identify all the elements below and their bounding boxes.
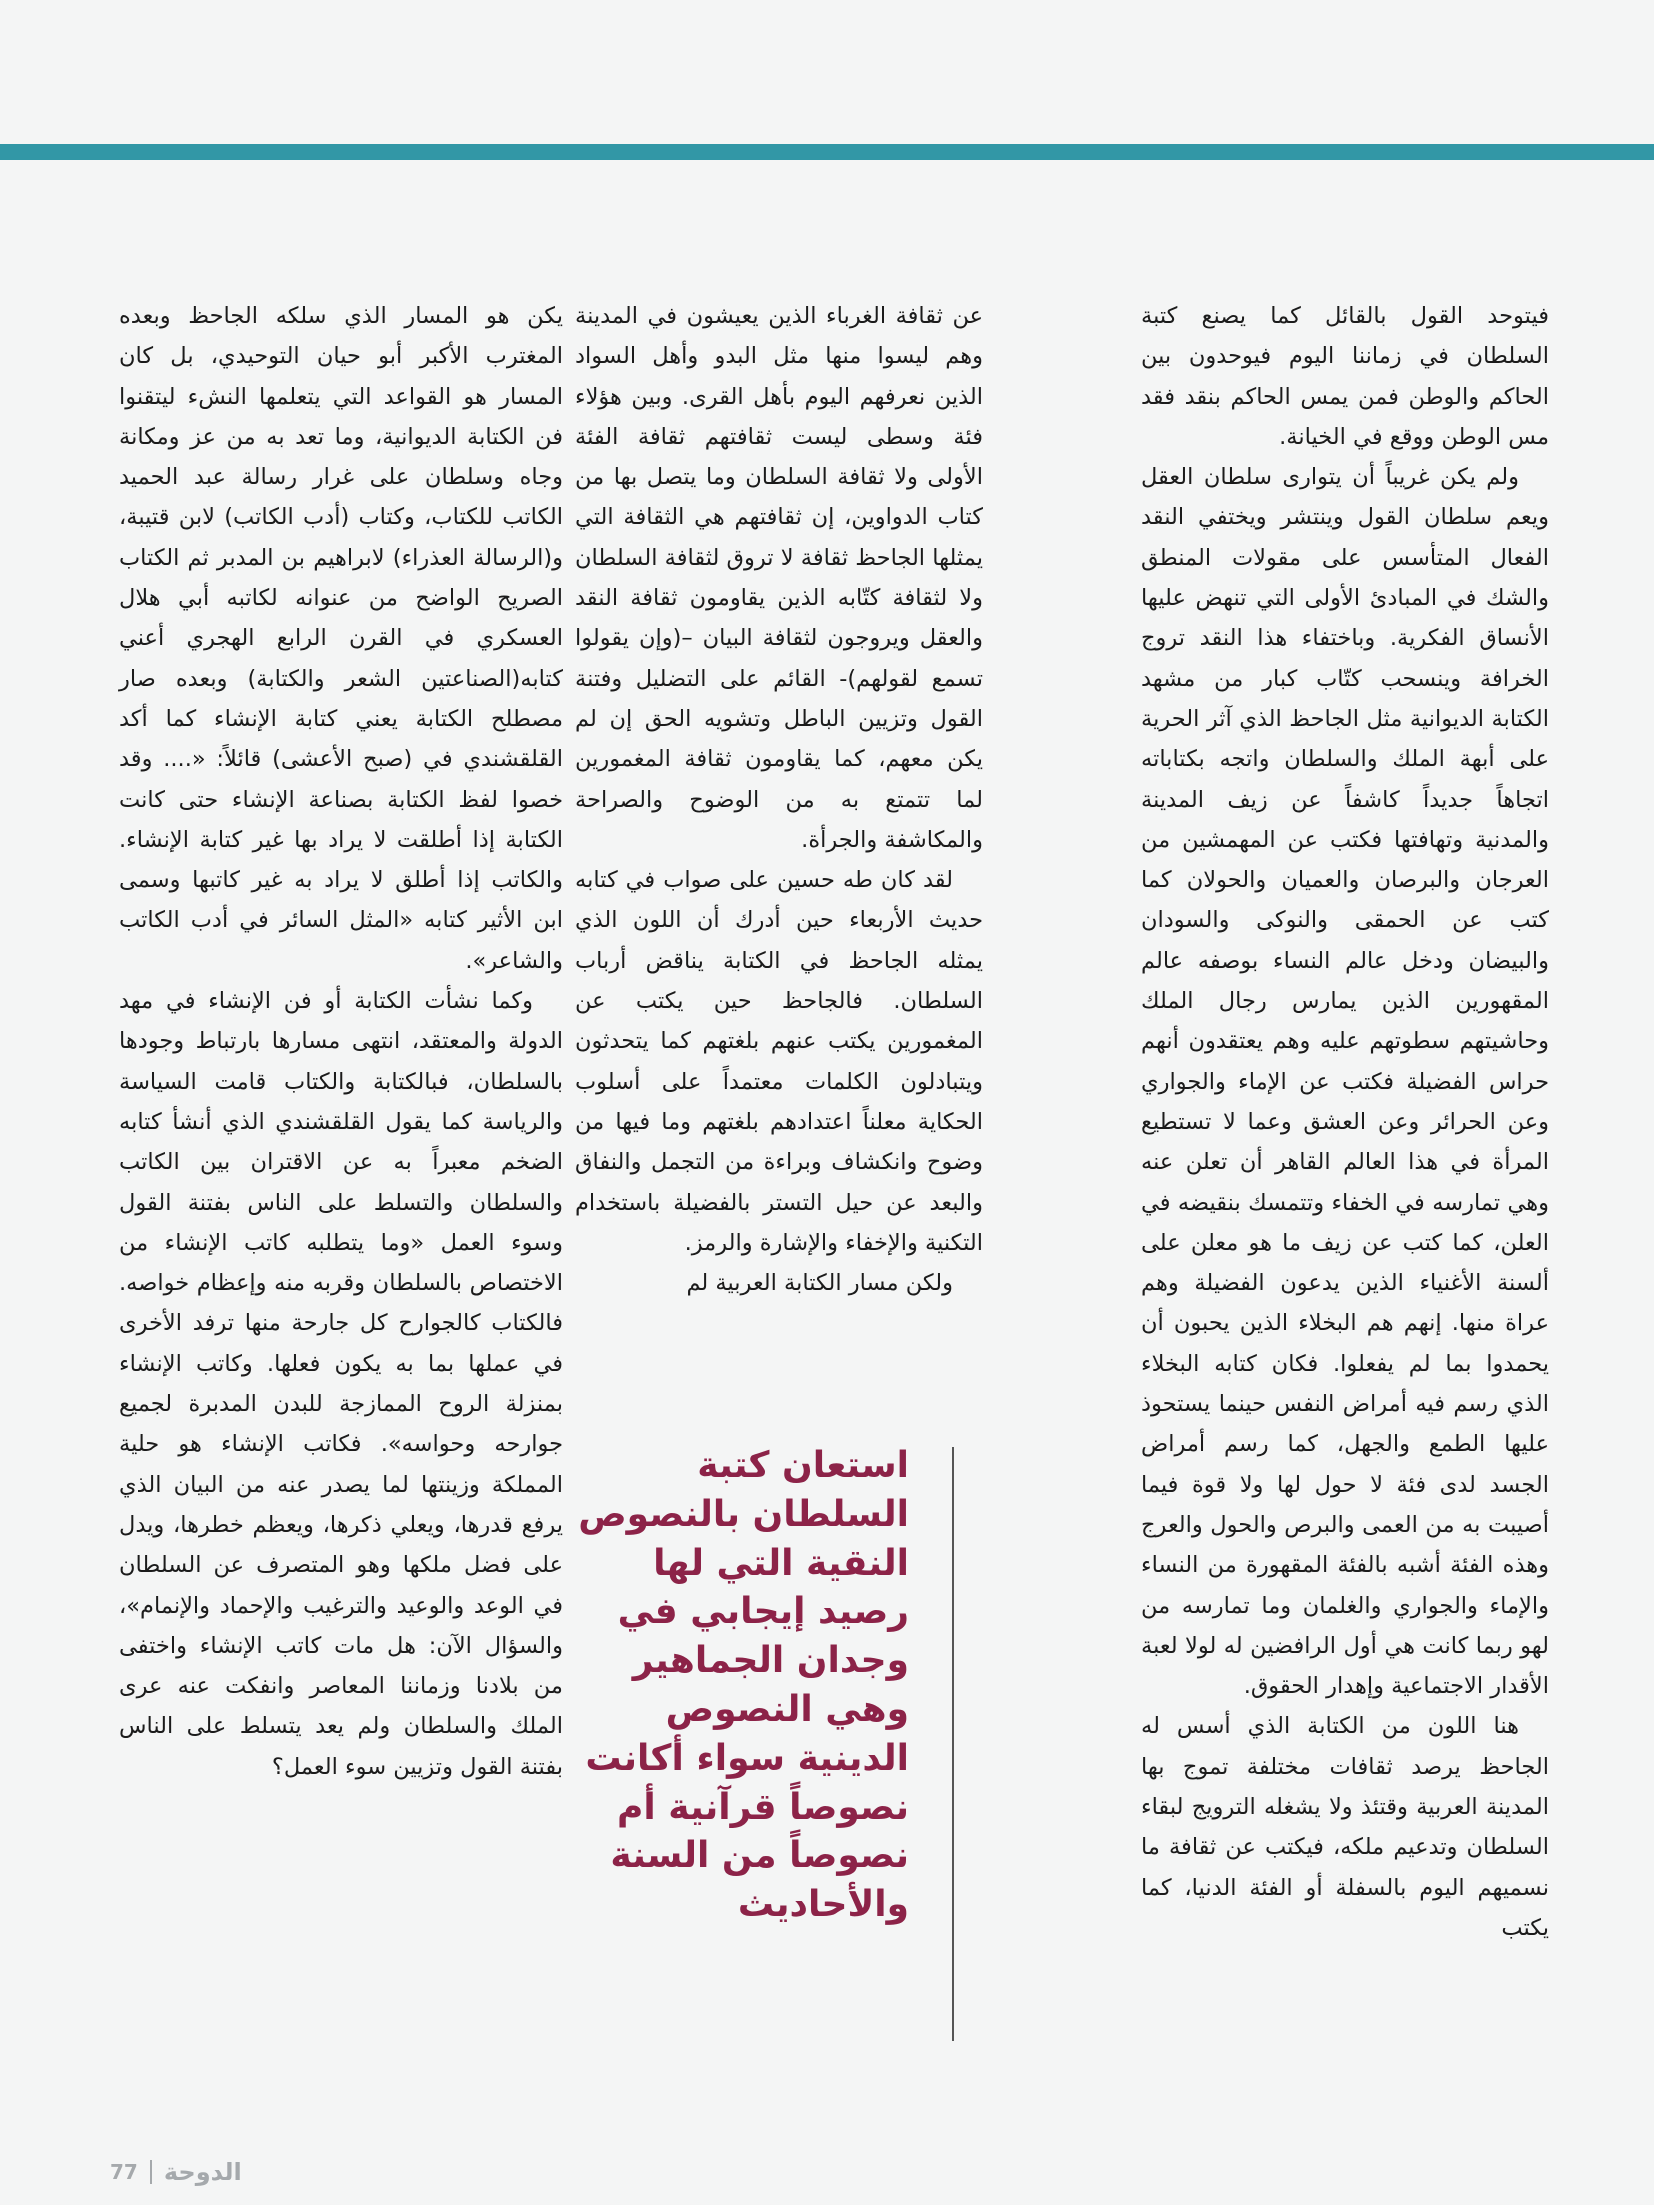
pullquote [524,1442,909,1930]
pullquote-divider [952,1447,954,2041]
paragraph: ولم يكن غريباً أن يتوارى سلطان العقل ويعم سلطان القول وينتشر ويختفي النقد الفعال المتأسس على مقولات المنطق والشك في المبادئ الأولى التي تنهض عليها الأنساق الفكرية. وباختفاء هذا النقد تروج الخرافة وينسحب كتّاب كبار من مشهد الكتابة الديوانية مثل الجاحظ الذي آثر الحرية على أبهة الملك والسلطان واتجه بكتاباته اتجاهاً جديداً كاشفاً عن زيف المدينة والمدنية وتهافتها فكتب عن المهمشين من العرجان والبرصان والعميان والحولان كما كتب عن الحمقى والنوكى والسودان والبيضان ودخل عالم النساء بوصفه عالم المقهورين الذين يمارس رجال الملك وحاشيتهم سطوتهم عليه وهم يعتقدون أنهم حراس الفضيلة فكتب عن الإماء والجواري وعن الحرائر وعن العشق وعما لا تستطيع المرأة في هذا العالم القاهر أن تعلن عنه وهي تمارسه في الخفاء وتتمسك بنقيضه في العلن، كما كتب عن زيف ما هو معلن على ألسنة الأغنياء الذين يدعون الفضيلة وهم عراة منها. إنهم هم البخلاء الذين يحبون أن يحمدوا بما لم يفعلوا. فكان كتابه البخلاء الذي رسم فيه أمراض النفس حينما يستحوذ عليها الطمع والجهل، كما رسم أمراض الجسد لدى فئة لا حول لها ولا قوة فيما أصيبت به من العمى والبرص والحول والعرج وهذه الفئة أشبه بالفئة المقهورة من النساء والإماء والجواري والغلمان وما تمارسه من لهو ربما كانت هي أول الرافضين له لولا لعبة الأقدار الاجتماعية وإهدار الحقوق. [1141,464,1549,1700]
paragraph: هنا اللون من الكتابة الذي أسس له الجاحظ يرصد ثقافات مختلفة تموج بها المدينة العربية وقتئذ ولا يشغله الترويج لبقاء السلطان وتدعيم ملكه، فيكتب عن ثقافة ما نسميهم اليوم بالسفلة أو الفئة الدنيا، كما يكتب [1141,1713,1549,1941]
magazine-logo: الدوحة [163,2158,242,2186]
paragraph: فيتوحد القول بالقائل كما يصنع كتبة السلطان في زماننا اليوم فيوحدون بين الحاكم والوطن فمن يمس الحاكم بنقد فقد مس الوطن ووقع في الخيانة. [1141,303,1549,450]
pullquote-line: وجدان الجماهير [632,1640,909,1682]
pullquote-line: وهي النصوص [665,1688,909,1730]
pullquote-line: السلطان بالنصوص [578,1493,909,1535]
article-column-right [1141,296,1549,1948]
page-number: 77 [110,2160,138,2184]
paragraph: ولكن مسار الكتابة العربية لم [686,1270,953,1297]
paragraph: وكما نشأت الكتابة أو فن الإنشاء في مهد الدولة والمعتقد، انتهى مسارها بارتباط وجودها بالسلطان، فبالكتابة والكتاب قامت السياسة والرياسة كما يقول القلقشندي الذي أنشأ كتابه الضخم معبراً به عن الاقتران بين الكاتب والسلطان والتسلط على الناس بفتنة القول وسوء العمل «وما يتطلبه كاتب الإنشاء من الاختصاص بالسلطان وقربه منه وإعظام خواصه. فالكتاب كالجوارح كل جارحة منها ترفد الأخرى في عملها بما به يكون فعلها. وكاتب الإنشاء بمنزلة الروح الممازجة للبدن المدبرة لجميع جوارحه وحواسه». فكاتب الإنشاء هو حلية المملكة وزينتها لما يصدر عنه من البيان الذي يرفع قدرها، ويعلي ذكرها، ويعظم خطرها، ويدل على فضل ملكها وهو المتصرف عن السلطان في الوعد والوعيد والترغيب والإحماد والإنمام»، والسؤال الآن: هل مات كاتب الإنشاء واختفى من بلادنا وزماننا المعاصر وانفكت عنه عرى الملك والسلطان ولم يعد يتسلط على الناس بفتنة القول وتزيين سوء العمل؟ [119,988,563,1780]
pullquote-line: رصيد إيجابي في [617,1591,909,1633]
pullquote-line: النقية التي لها [653,1542,909,1584]
pullquote-line: والأحاديث [737,1884,909,1926]
pullquote-line: استعان كتبة [697,1445,909,1486]
paragraph: عن ثقافة الغرباء الذين يعيشون في المدينة وهم ليسوا منها مثل البدو وأهل السواد الذين نعرفهم اليوم بأهل القرى. وبين هؤلاء فئة وسطى ليست ثقافتهم ثقافة الفئة الأولى ولا ثقافة السلطان وما يتصل بها من كتاب الدواوين، إن ثقافتهم هي الثقافة التي يمثلها الجاحظ ثقافة لا تروق لثقافة السلطان ولا لثقافة كتّابه الذين يقاومون ثقافة النقد والعقل ويروجون لثقافة البيان –(وإن يقولوا تسمع لقولهم)- القائم على التضليل وفتنة القول وتزيين الباطل وتشويه الحق إن لم يكن معهم، كما يقاومون ثقافة المغمورين لما تتمتع به من الوضوح والصراحة والمكاشفة والجرأة. [575,303,983,853]
pullquote-line: نصوصاً قرآنية أم [616,1786,909,1828]
footer-separator [150,2160,152,2184]
top-accent-bar [0,144,1654,160]
pullquote-line: الدينية سواء أكانت [585,1737,909,1779]
page-footer [110,2154,242,2190]
paragraph: لقد كان طه حسين على صواب في كتابه حديث الأربعاء حين أدرك أن اللون الذي يمثله الجاحظ في الكتابة يناقض أرباب السلطان. فالجاحظ حين يكتب عن المغمورين يكتب عنهم بلغتهم كما يتحدثون ويتبادلون الكلمات معتمداً على أسلوب الحكاية معلناً اعتدادهم بلغتهم وما فيها من وضوح وانكشاف وبراءة من التجمل والنفاق والبعد عن حيل التستر بالفضيلة باستخدام التكنية والإخفاء والإشارة والرمز. [575,867,983,1256]
article-column-middle [575,296,983,1303]
paragraph: يكن هو المسار الذي سلكه الجاحظ وبعده المغترب الأكبر أبو حيان التوحيدي، بل كان المسار هو القواعد التي يتعلمها النشء ليتقنوا فن الكتابة الديوانية، وما تعد به من عز ومكانة وجاه وسلطان على غرار رسالة عبد الحميد الكاتب للكتاب، وكتاب (أدب الكاتب) لابن قتيبة، و(الرسالة العذراء) لابراهيم بن المدبر ثم الكتاب الصريح الواضح من عنوانه لكاتبه أبي هلال العسكري في القرن الرابع الهجري أعني كتابه(الصناعتين الشعر والكتابة) وبعده صار مصطلح الكتابة يعني كتابة الإنشاء كما أكد القلقشندي في (صبح الأعشى) قائلاً: «.... وقد خصوا لفظ الكتابة بصناعة الإنشاء حتى كانت الكتابة إذا أطلقت لا يراد بها غير كتابة الإنشاء. والكاتب إذا أطلق لا يراد به غير كاتبها وسمى ابن الأثير كتابه «المثل السائر في أدب الكاتب والشاعر». [119,303,563,974]
pullquote-line: نصوصاً من السنة [610,1835,909,1877]
article-column-left [119,296,563,1787]
